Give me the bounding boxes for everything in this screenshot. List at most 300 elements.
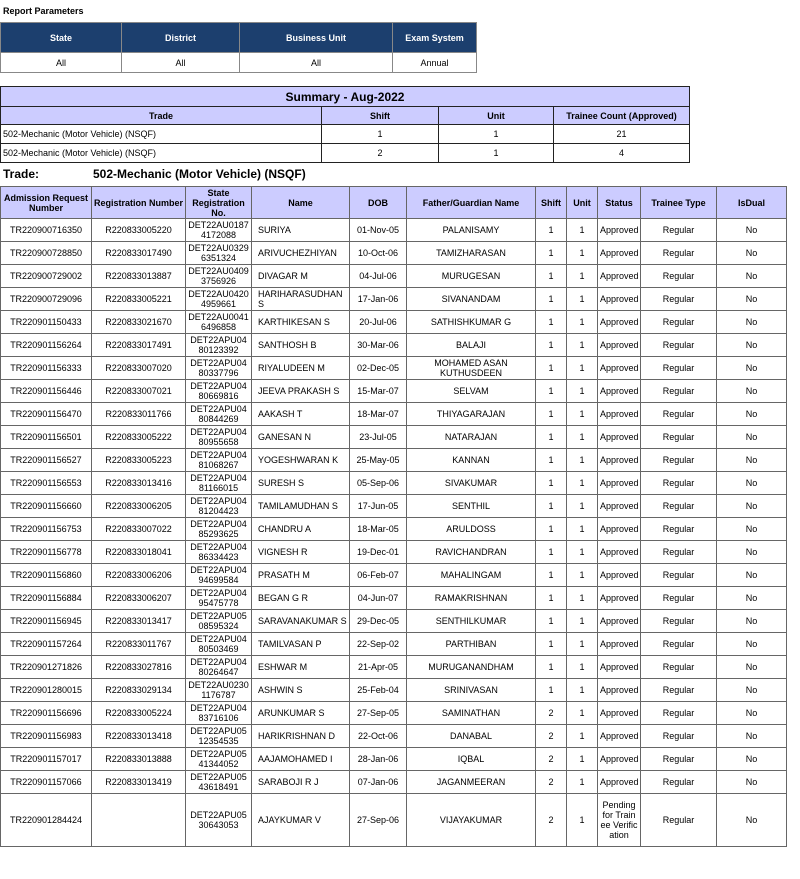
registration-number-cell: R220833011766 bbox=[92, 403, 186, 426]
father-guardian-name-cell: PALANISAMY bbox=[407, 219, 536, 242]
table-row bbox=[1, 219, 787, 242]
trainee-type-cell: Regular bbox=[641, 219, 717, 242]
parameters-header-row bbox=[1, 23, 477, 53]
state-registration-no-cell: DET22AU00416496858 bbox=[186, 311, 252, 334]
registration-number-cell: R220833005220 bbox=[92, 219, 186, 242]
dob-cell: 15-Mar-07 bbox=[350, 380, 407, 403]
summary-header-trade: Trade bbox=[1, 107, 322, 125]
name-cell: KARTHIKESAN S bbox=[252, 311, 350, 334]
unit-cell: 1 bbox=[567, 380, 598, 403]
shift-cell: 1 bbox=[536, 403, 567, 426]
trainee-header-row bbox=[1, 187, 787, 219]
name-cell: AJAYKUMAR V bbox=[252, 794, 350, 847]
father-guardian-name-cell: JAGANMEERAN bbox=[407, 771, 536, 794]
name-cell: ASHWIN S bbox=[252, 679, 350, 702]
summary-cell: 1 bbox=[439, 125, 554, 144]
shift-cell: 1 bbox=[536, 472, 567, 495]
father-guardian-name-cell: TAMIZHARASAN bbox=[407, 242, 536, 265]
table-row bbox=[1, 426, 787, 449]
state-registration-no-cell: DET22APU0481204423 bbox=[186, 495, 252, 518]
table-row bbox=[1, 656, 787, 679]
name-cell: SANTHOSH B bbox=[252, 334, 350, 357]
shift-cell: 2 bbox=[536, 748, 567, 771]
father-guardian-name-cell: SELVAM bbox=[407, 380, 536, 403]
unit-cell: 1 bbox=[567, 610, 598, 633]
admission-request-number-cell: TR220901156983 bbox=[1, 725, 92, 748]
table-row bbox=[1, 242, 787, 265]
unit-cell: 1 bbox=[567, 656, 598, 679]
trainee-type-cell: Regular bbox=[641, 610, 717, 633]
status-cell: Approved bbox=[598, 748, 641, 771]
father-guardian-name-cell: SENTHILKUMAR bbox=[407, 610, 536, 633]
name-cell: VIGNESH R bbox=[252, 541, 350, 564]
shift-cell: 1 bbox=[536, 426, 567, 449]
admission-request-number-cell: TR220901156860 bbox=[1, 564, 92, 587]
shift-cell: 1 bbox=[536, 495, 567, 518]
registration-number-cell: R220833021670 bbox=[92, 311, 186, 334]
admission-request-number-cell: TR220901157017 bbox=[1, 748, 92, 771]
unit-cell: 1 bbox=[567, 725, 598, 748]
state-registration-no-cell: DET22APU0480955658 bbox=[186, 426, 252, 449]
summary-cell: 4 bbox=[554, 144, 690, 163]
admission-request-number-cell: TR220901280015 bbox=[1, 679, 92, 702]
status-cell: Pending for Trainee Verification bbox=[598, 794, 641, 847]
shift-cell: 2 bbox=[536, 771, 567, 794]
name-cell: RIYALUDEEN M bbox=[252, 357, 350, 380]
summary-cell: 2 bbox=[322, 144, 439, 163]
state-registration-no-cell: DET22APU0481068267 bbox=[186, 449, 252, 472]
unit-cell: 1 bbox=[567, 564, 598, 587]
unit-cell: 1 bbox=[567, 357, 598, 380]
trainee-type-cell: Regular bbox=[641, 472, 717, 495]
table-row bbox=[1, 288, 787, 311]
state-registration-no-cell: DET22APU0512354535 bbox=[186, 725, 252, 748]
name-cell: ARUNKUMAR S bbox=[252, 702, 350, 725]
trainee-type-cell: Regular bbox=[641, 242, 717, 265]
table-row bbox=[1, 380, 787, 403]
dob-cell: 30-Mar-06 bbox=[350, 334, 407, 357]
name-cell: HARIKRISHNAN D bbox=[252, 725, 350, 748]
father-guardian-name-cell: BALAJI bbox=[407, 334, 536, 357]
dob-cell: 20-Jul-06 bbox=[350, 311, 407, 334]
name-cell: SURIYA bbox=[252, 219, 350, 242]
column-header-registration-number: Registration Number bbox=[92, 187, 186, 219]
name-cell: SARAVANAKUMAR S bbox=[252, 610, 350, 633]
table-row bbox=[1, 794, 787, 847]
shift-cell: 1 bbox=[536, 288, 567, 311]
shift-cell: 1 bbox=[536, 449, 567, 472]
registration-number-cell: R220833007021 bbox=[92, 380, 186, 403]
dob-cell: 29-Dec-05 bbox=[350, 610, 407, 633]
father-guardian-name-cell: NATARAJAN bbox=[407, 426, 536, 449]
table-row bbox=[1, 357, 787, 380]
summary-table bbox=[0, 86, 690, 163]
registration-number-cell bbox=[92, 794, 186, 847]
dob-cell: 17-Jun-05 bbox=[350, 495, 407, 518]
admission-request-number-cell: TR220901156945 bbox=[1, 610, 92, 633]
state-registration-no-cell: DET22APU0481166015 bbox=[186, 472, 252, 495]
status-cell: Approved bbox=[598, 541, 641, 564]
name-cell: AAJAMOHAMED I bbox=[252, 748, 350, 771]
unit-cell: 1 bbox=[567, 334, 598, 357]
trainee-type-cell: Regular bbox=[641, 587, 717, 610]
status-cell: Approved bbox=[598, 702, 641, 725]
name-cell: YOGESHWARAN K bbox=[252, 449, 350, 472]
summary-header-shift: Shift bbox=[322, 107, 439, 125]
admission-request-number-cell: TR220901156446 bbox=[1, 380, 92, 403]
name-cell: TAMILAMUDHAN S bbox=[252, 495, 350, 518]
column-header-state-registration-no: State Registration No. bbox=[186, 187, 252, 219]
trainee-type-cell: Regular bbox=[641, 656, 717, 679]
state-registration-no-cell: DET22AU02301176787 bbox=[186, 679, 252, 702]
unit-cell: 1 bbox=[567, 794, 598, 847]
dob-cell: 10-Oct-06 bbox=[350, 242, 407, 265]
name-cell: BEGAN G R bbox=[252, 587, 350, 610]
is-dual-cell: No bbox=[717, 679, 787, 702]
father-guardian-name-cell: ARULDOSS bbox=[407, 518, 536, 541]
is-dual-cell: No bbox=[717, 357, 787, 380]
registration-number-cell: R220833013887 bbox=[92, 265, 186, 288]
admission-request-number-cell: TR220901157066 bbox=[1, 771, 92, 794]
father-guardian-name-cell: SIVAKUMAR bbox=[407, 472, 536, 495]
unit-cell: 1 bbox=[567, 403, 598, 426]
name-cell: AAKASH T bbox=[252, 403, 350, 426]
is-dual-cell: No bbox=[717, 633, 787, 656]
param-header-exam-system: Exam System bbox=[393, 23, 477, 53]
summary-header-row bbox=[1, 107, 690, 125]
dob-cell: 28-Jan-06 bbox=[350, 748, 407, 771]
state-registration-no-cell: DET22APU0494699584 bbox=[186, 564, 252, 587]
unit-cell: 1 bbox=[567, 679, 598, 702]
admission-request-number-cell: TR220901156660 bbox=[1, 495, 92, 518]
registration-number-cell: R220833005223 bbox=[92, 449, 186, 472]
name-cell: PRASATH M bbox=[252, 564, 350, 587]
admission-request-number-cell: TR220901156778 bbox=[1, 541, 92, 564]
father-guardian-name-cell: SENTHIL bbox=[407, 495, 536, 518]
table-row bbox=[1, 587, 787, 610]
admission-request-number-cell: TR220900729096 bbox=[1, 288, 92, 311]
dob-cell: 22-Oct-06 bbox=[350, 725, 407, 748]
state-registration-no-cell: DET22AU01874172088 bbox=[186, 219, 252, 242]
trainee-type-cell: Regular bbox=[641, 334, 717, 357]
shift-cell: 2 bbox=[536, 794, 567, 847]
param-header-business-unit: Business Unit bbox=[240, 23, 393, 53]
summary-header-unit: Unit bbox=[439, 107, 554, 125]
trainee-type-cell: Regular bbox=[641, 518, 717, 541]
summary-title: Summary - Aug-2022 bbox=[1, 87, 690, 107]
admission-request-number-cell: TR220901271826 bbox=[1, 656, 92, 679]
report-parameters-title: Report Parameters bbox=[3, 6, 84, 16]
name-cell: ESHWAR M bbox=[252, 656, 350, 679]
trainee-type-cell: Regular bbox=[641, 541, 717, 564]
table-row bbox=[1, 518, 787, 541]
state-registration-no-cell: DET22APU0530643053 bbox=[186, 794, 252, 847]
state-registration-no-cell: DET22AU03296351324 bbox=[186, 242, 252, 265]
state-registration-no-cell: DET22APU0508595324 bbox=[186, 610, 252, 633]
table-row bbox=[1, 564, 787, 587]
admission-request-number-cell: TR220901156333 bbox=[1, 357, 92, 380]
status-cell: Approved bbox=[598, 219, 641, 242]
admission-request-number-cell: TR220900728850 bbox=[1, 242, 92, 265]
shift-cell: 1 bbox=[536, 656, 567, 679]
is-dual-cell: No bbox=[717, 219, 787, 242]
father-guardian-name-cell: IQBAL bbox=[407, 748, 536, 771]
registration-number-cell: R220833006207 bbox=[92, 587, 186, 610]
shift-cell: 1 bbox=[536, 679, 567, 702]
status-cell: Approved bbox=[598, 725, 641, 748]
state-registration-no-cell: DET22AU04093756926 bbox=[186, 265, 252, 288]
state-registration-no-cell: DET22APU0480503469 bbox=[186, 633, 252, 656]
table-row bbox=[1, 541, 787, 564]
registration-number-cell: R220833027816 bbox=[92, 656, 186, 679]
unit-cell: 1 bbox=[567, 219, 598, 242]
registration-number-cell: R220833017491 bbox=[92, 334, 186, 357]
unit-cell: 1 bbox=[567, 426, 598, 449]
dob-cell: 19-Dec-01 bbox=[350, 541, 407, 564]
admission-request-number-cell: TR220900716350 bbox=[1, 219, 92, 242]
trainee-type-cell: Regular bbox=[641, 288, 717, 311]
dob-cell: 18-Mar-05 bbox=[350, 518, 407, 541]
shift-cell: 1 bbox=[536, 357, 567, 380]
table-row bbox=[1, 771, 787, 794]
name-cell: SARABOJI R J bbox=[252, 771, 350, 794]
table-row bbox=[1, 702, 787, 725]
is-dual-cell: No bbox=[717, 495, 787, 518]
trainee-type-cell: Regular bbox=[641, 702, 717, 725]
state-registration-no-cell: DET22APU0543618491 bbox=[186, 771, 252, 794]
column-header-trainee-type: Trainee Type bbox=[641, 187, 717, 219]
trainee-type-cell: Regular bbox=[641, 633, 717, 656]
father-guardian-name-cell: SIVANANDAM bbox=[407, 288, 536, 311]
shift-cell: 1 bbox=[536, 541, 567, 564]
unit-cell: 1 bbox=[567, 265, 598, 288]
unit-cell: 1 bbox=[567, 541, 598, 564]
dob-cell: 04-Jul-06 bbox=[350, 265, 407, 288]
trainee-type-cell: Regular bbox=[641, 449, 717, 472]
dob-cell: 17-Jan-06 bbox=[350, 288, 407, 311]
dob-cell: 18-Mar-07 bbox=[350, 403, 407, 426]
unit-cell: 1 bbox=[567, 748, 598, 771]
is-dual-cell: No bbox=[717, 334, 787, 357]
trade-label: Trade: bbox=[3, 167, 40, 181]
table-row bbox=[1, 633, 787, 656]
unit-cell: 1 bbox=[567, 518, 598, 541]
registration-number-cell: R220833005222 bbox=[92, 426, 186, 449]
registration-number-cell: R220833005221 bbox=[92, 288, 186, 311]
unit-cell: 1 bbox=[567, 242, 598, 265]
is-dual-cell: No bbox=[717, 610, 787, 633]
dob-cell: 01-Nov-05 bbox=[350, 219, 407, 242]
summary-cell: 1 bbox=[322, 125, 439, 144]
status-cell: Approved bbox=[598, 771, 641, 794]
column-header-name: Name bbox=[252, 187, 350, 219]
dob-cell: 02-Dec-05 bbox=[350, 357, 407, 380]
dob-cell: 04-Jun-07 bbox=[350, 587, 407, 610]
table-row bbox=[1, 334, 787, 357]
father-guardian-name-cell: MURUGANANDHAM bbox=[407, 656, 536, 679]
registration-number-cell: R220833007020 bbox=[92, 357, 186, 380]
unit-cell: 1 bbox=[567, 702, 598, 725]
parameters-value-row bbox=[1, 53, 477, 73]
status-cell: Approved bbox=[598, 311, 641, 334]
trainee-type-cell: Regular bbox=[641, 679, 717, 702]
status-cell: Approved bbox=[598, 242, 641, 265]
status-cell: Approved bbox=[598, 334, 641, 357]
is-dual-cell: No bbox=[717, 403, 787, 426]
state-registration-no-cell: DET22APU0483716106 bbox=[186, 702, 252, 725]
registration-number-cell: R220833007022 bbox=[92, 518, 186, 541]
admission-request-number-cell: TR220901156696 bbox=[1, 702, 92, 725]
summary-header-trainee-count-approved: Trainee Count (Approved) bbox=[554, 107, 690, 125]
report-parameters-table bbox=[0, 22, 477, 73]
is-dual-cell: No bbox=[717, 794, 787, 847]
param-header-district: District bbox=[122, 23, 240, 53]
is-dual-cell: No bbox=[717, 771, 787, 794]
table-row bbox=[1, 265, 787, 288]
name-cell: JEEVA PRAKASH S bbox=[252, 380, 350, 403]
shift-cell: 1 bbox=[536, 311, 567, 334]
father-guardian-name-cell: RAVICHANDRAN bbox=[407, 541, 536, 564]
dob-cell: 05-Sep-06 bbox=[350, 472, 407, 495]
param-value-exam-system: Annual bbox=[393, 53, 477, 73]
is-dual-cell: No bbox=[717, 265, 787, 288]
shift-cell: 2 bbox=[536, 702, 567, 725]
shift-cell: 1 bbox=[536, 219, 567, 242]
shift-cell: 1 bbox=[536, 380, 567, 403]
trainee-type-cell: Regular bbox=[641, 265, 717, 288]
status-cell: Approved bbox=[598, 288, 641, 311]
shift-cell: 1 bbox=[536, 587, 567, 610]
status-cell: Approved bbox=[598, 357, 641, 380]
dob-cell: 06-Feb-07 bbox=[350, 564, 407, 587]
is-dual-cell: No bbox=[717, 518, 787, 541]
is-dual-cell: No bbox=[717, 311, 787, 334]
trainee-type-cell: Regular bbox=[641, 495, 717, 518]
state-registration-no-cell: DET22APU0495475778 bbox=[186, 587, 252, 610]
status-cell: Approved bbox=[598, 403, 641, 426]
shift-cell: 1 bbox=[536, 610, 567, 633]
name-cell: DIVAGAR M bbox=[252, 265, 350, 288]
trade-value: 502-Mechanic (Motor Vehicle) (NSQF) bbox=[93, 167, 306, 181]
trainee-type-cell: Regular bbox=[641, 725, 717, 748]
status-cell: Approved bbox=[598, 472, 641, 495]
registration-number-cell: R220833013888 bbox=[92, 748, 186, 771]
is-dual-cell: No bbox=[717, 541, 787, 564]
unit-cell: 1 bbox=[567, 288, 598, 311]
is-dual-cell: No bbox=[717, 748, 787, 771]
summary-cell: 1 bbox=[439, 144, 554, 163]
registration-number-cell: R220833017490 bbox=[92, 242, 186, 265]
shift-cell: 1 bbox=[536, 564, 567, 587]
unit-cell: 1 bbox=[567, 449, 598, 472]
state-registration-no-cell: DET22APU0480123392 bbox=[186, 334, 252, 357]
admission-request-number-cell: TR220901156753 bbox=[1, 518, 92, 541]
trainee-type-cell: Regular bbox=[641, 564, 717, 587]
name-cell: CHANDRU A bbox=[252, 518, 350, 541]
admission-request-number-cell: TR220901156470 bbox=[1, 403, 92, 426]
registration-number-cell: R220833013418 bbox=[92, 725, 186, 748]
column-header-status: Status bbox=[598, 187, 641, 219]
is-dual-cell: No bbox=[717, 426, 787, 449]
trainee-type-cell: Regular bbox=[641, 403, 717, 426]
summary-cell: 502-Mechanic (Motor Vehicle) (NSQF) bbox=[1, 125, 322, 144]
column-header-shift: Shift bbox=[536, 187, 567, 219]
status-cell: Approved bbox=[598, 564, 641, 587]
unit-cell: 1 bbox=[567, 587, 598, 610]
status-cell: Approved bbox=[598, 265, 641, 288]
registration-number-cell: R220833018041 bbox=[92, 541, 186, 564]
column-header-dob: DOB bbox=[350, 187, 407, 219]
unit-cell: 1 bbox=[567, 633, 598, 656]
dob-cell: 23-Jul-05 bbox=[350, 426, 407, 449]
table-row bbox=[1, 311, 787, 334]
state-registration-no-cell: DET22APU0480264647 bbox=[186, 656, 252, 679]
is-dual-cell: No bbox=[717, 380, 787, 403]
column-header-father-guardian-name: Father/Guardian Name bbox=[407, 187, 536, 219]
status-cell: Approved bbox=[598, 426, 641, 449]
is-dual-cell: No bbox=[717, 449, 787, 472]
registration-number-cell: R220833013417 bbox=[92, 610, 186, 633]
unit-cell: 1 bbox=[567, 771, 598, 794]
status-cell: Approved bbox=[598, 495, 641, 518]
father-guardian-name-cell: VIJAYAKUMAR bbox=[407, 794, 536, 847]
father-guardian-name-cell: MAHALINGAM bbox=[407, 564, 536, 587]
admission-request-number-cell: TR220901156553 bbox=[1, 472, 92, 495]
trainee-type-cell: Regular bbox=[641, 748, 717, 771]
summary-row bbox=[1, 125, 690, 144]
dob-cell: 25-Feb-04 bbox=[350, 679, 407, 702]
state-registration-no-cell: DET22APU0480337796 bbox=[186, 357, 252, 380]
is-dual-cell: No bbox=[717, 656, 787, 679]
registration-number-cell: R220833006206 bbox=[92, 564, 186, 587]
summary-cell: 21 bbox=[554, 125, 690, 144]
registration-number-cell: R220833029134 bbox=[92, 679, 186, 702]
shift-cell: 1 bbox=[536, 242, 567, 265]
trainee-type-cell: Regular bbox=[641, 794, 717, 847]
trade-heading bbox=[3, 167, 306, 181]
admission-request-number-cell: TR220901150433 bbox=[1, 311, 92, 334]
is-dual-cell: No bbox=[717, 587, 787, 610]
father-guardian-name-cell: PARTHIBAN bbox=[407, 633, 536, 656]
table-row bbox=[1, 495, 787, 518]
trainee-type-cell: Regular bbox=[641, 357, 717, 380]
father-guardian-name-cell: RAMAKRISHNAN bbox=[407, 587, 536, 610]
table-row bbox=[1, 748, 787, 771]
trainee-table bbox=[0, 186, 787, 847]
trainee-type-cell: Regular bbox=[641, 380, 717, 403]
column-header-admission-request-number: Admission Request Number bbox=[1, 187, 92, 219]
father-guardian-name-cell: SAMINATHAN bbox=[407, 702, 536, 725]
shift-cell: 1 bbox=[536, 633, 567, 656]
shift-cell: 1 bbox=[536, 334, 567, 357]
param-header-state: State bbox=[1, 23, 122, 53]
admission-request-number-cell: TR220901157264 bbox=[1, 633, 92, 656]
is-dual-cell: No bbox=[717, 702, 787, 725]
state-registration-no-cell: DET22APU0541344052 bbox=[186, 748, 252, 771]
is-dual-cell: No bbox=[717, 725, 787, 748]
param-value-district: All bbox=[122, 53, 240, 73]
is-dual-cell: No bbox=[717, 288, 787, 311]
state-registration-no-cell: DET22APU0485293625 bbox=[186, 518, 252, 541]
unit-cell: 1 bbox=[567, 472, 598, 495]
column-header-isdual: IsDual bbox=[717, 187, 787, 219]
admission-request-number-cell: TR220901156501 bbox=[1, 426, 92, 449]
param-value-state: All bbox=[1, 53, 122, 73]
unit-cell: 1 bbox=[567, 311, 598, 334]
table-row bbox=[1, 679, 787, 702]
name-cell: HARIHARASUDHAN S bbox=[252, 288, 350, 311]
admission-request-number-cell: TR220901156264 bbox=[1, 334, 92, 357]
